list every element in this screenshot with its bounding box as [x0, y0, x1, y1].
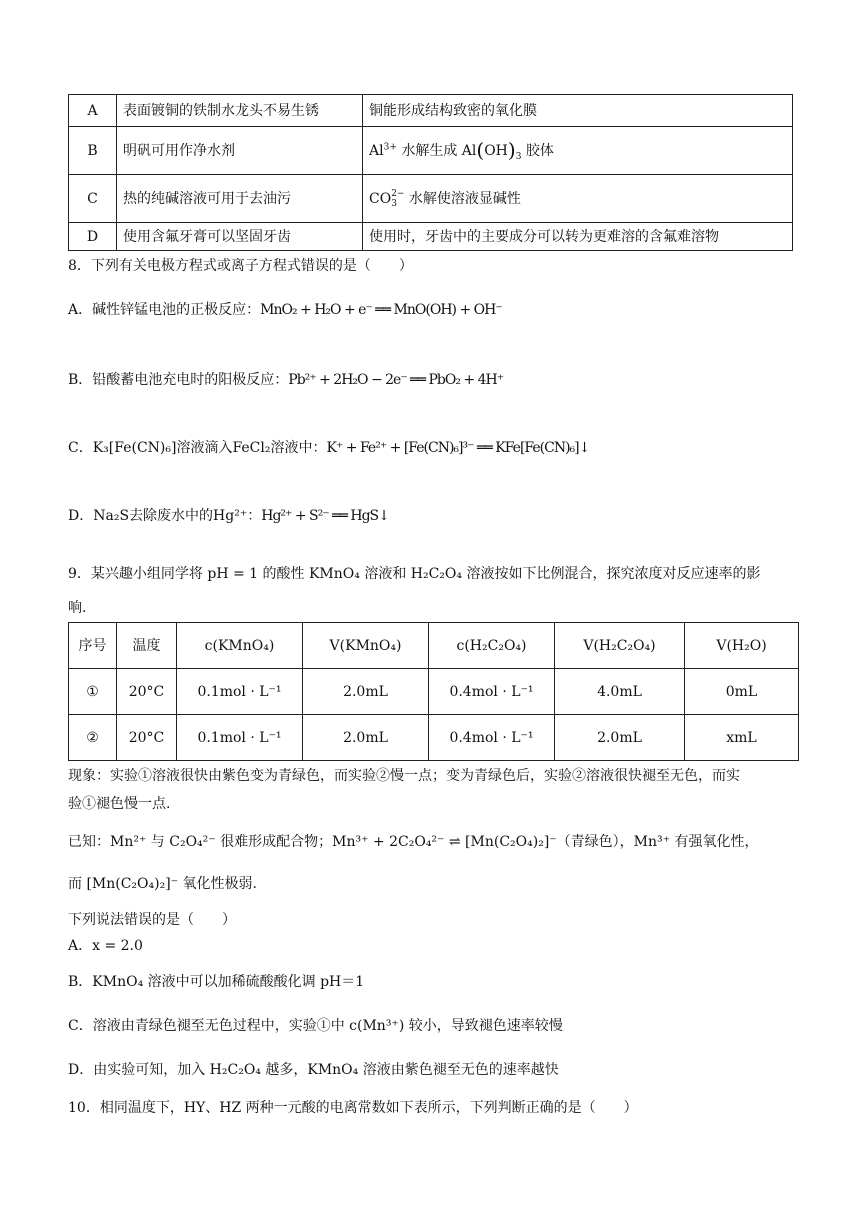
- table-cell: 0mL: [685, 669, 799, 715]
- formula-text: 水解生成 Al: [396, 143, 477, 159]
- table-cell: ①: [69, 669, 117, 715]
- formula-text: 水解使溶液显碱性: [404, 190, 521, 207]
- column-header: V(H₂C₂O₄): [555, 623, 685, 669]
- table-cell: xmL: [685, 715, 799, 761]
- option-key: D: [69, 223, 117, 251]
- option-key: C: [69, 175, 117, 223]
- equation: Hg²⁺ + S²⁻ ══ HgS↓: [261, 508, 389, 524]
- fact-cell: 使用含氟牙膏可以坚固牙齿: [117, 223, 363, 251]
- known-text: 已知：Mn²⁺ 与 C₂O₄²⁻ 很难形成配合物；Mn³⁺ + 2C₂O₄²⁻ ⇌ [Mn(C₂O₄)₂]⁻（青绿色），Mn³⁺ 有强氧化性，: [68, 834, 759, 850]
- table-row: [69, 223, 793, 251]
- q8-option-b: [68, 370, 503, 390]
- fact-cell: 表面镀铜的铁制水龙头不易生锈: [117, 95, 363, 127]
- table-row: [69, 669, 799, 715]
- reason-cell: $Al^{3+}$ 水解生成 $Al(OH)_3$ 胶体: [363, 127, 793, 175]
- formula-sub: 3: [391, 198, 397, 209]
- table-cell: 4.0mL: [555, 669, 685, 715]
- option-label: D．: [68, 508, 94, 524]
- option-label: B．铅酸蓄电池充电时的阳极反应：: [68, 372, 289, 388]
- formula-text: Na₂S: [93, 508, 130, 524]
- option-key: A: [69, 95, 117, 127]
- column-header: c(H₂C₂O₄): [429, 623, 555, 669]
- formula-text: Al: [369, 143, 384, 159]
- table-cell: 0.1mol · L⁻¹: [177, 669, 303, 715]
- column-header: V(H₂O): [685, 623, 799, 669]
- table-header-row: [69, 623, 799, 669]
- option-key: B: [69, 127, 117, 175]
- q8-option-d: [68, 506, 389, 526]
- known-text-cont: 而 [Mn(C₂O₄)₂]⁻ 氧化性极弱.: [68, 876, 257, 892]
- table-cell: 2.0mL: [303, 669, 429, 715]
- table-cell: 2.0mL: [303, 715, 429, 761]
- reason-cell: 铜能形成结构致密的氧化膜: [363, 95, 793, 127]
- formula-text: 胶体: [521, 143, 554, 159]
- column-header: 温度: [117, 623, 177, 669]
- table-row: [69, 175, 793, 223]
- table-cell: 0.4mol · L⁻¹: [429, 715, 555, 761]
- fact-reason-table: [68, 94, 793, 251]
- option-text: 去除废水中的: [129, 508, 214, 524]
- formula-sup: 3+: [383, 142, 397, 153]
- q9-option-b: B．KMnO₄ 溶液中可以加稀硫酸酸化调 pH＝1: [68, 974, 365, 990]
- table-cell: 0.1mol · L⁻¹: [177, 715, 303, 761]
- fact-cell: 热的纯碱溶液可用于去油污: [117, 175, 363, 223]
- phenomenon-text: 现象：实验①溶液很快由紫色变为青绿色，而实验②慢一点；变为青绿色后，实验②溶液很快褪至无色，而实: [68, 768, 740, 784]
- question-9-ask: 下列说法错误的是（ ）: [68, 912, 236, 928]
- column-header: V(KMnO₄): [303, 623, 429, 669]
- option-text: ：: [247, 508, 262, 524]
- table-row: [69, 95, 793, 127]
- table-cell: ②: [69, 715, 117, 761]
- formula-text: K₃[Fe(CN)₆]: [92, 440, 177, 456]
- column-header: c(KMnO₄): [177, 623, 303, 669]
- experiment-table: [68, 622, 799, 761]
- option-text: 溶液中：: [270, 440, 327, 456]
- option-text: 溶液滴入: [176, 440, 233, 456]
- reason-cell: [363, 175, 793, 223]
- column-header: 序号: [69, 623, 117, 669]
- option-label: A．碱性锌锰电池的正极反应：: [68, 302, 261, 318]
- q9-option-d: D．由实验可知，加入 H₂C₂O₄ 越多，KMnO₄ 溶液由紫色褪至无色的速率越快: [68, 1062, 559, 1078]
- table-cell: 0.4mol · L⁻¹: [429, 669, 555, 715]
- equation: MnO₂ + H₂O + e⁻ ══ MnO(OH) + OH⁻: [260, 302, 502, 318]
- table-row: [69, 127, 793, 175]
- question-10-stem: 10．相同温度下，HY、HZ 两种一元酸的电离常数如下表所示，下列判断正确的是（ ）: [68, 1100, 638, 1116]
- equation: K⁺ + Fe²⁺ + [Fe(CN)₆]³⁻ ══ KFe[Fe(CN)₆]↓: [326, 440, 590, 456]
- q9-option-c: C．溶液由青绿色褪至无色过程中，实验①中 c(Mn³⁺) 较小，导致褪色速率较慢: [68, 1018, 563, 1034]
- reason-cell: 使用时，牙齿中的主要成分可以转为更难溶的含氟难溶物: [363, 223, 793, 251]
- question-9-stem-cont: 响.: [68, 600, 87, 616]
- option-label: C．: [68, 440, 93, 456]
- formula-sup: 2−: [391, 188, 405, 199]
- table-cell: 2.0mL: [555, 715, 685, 761]
- formula-text: FeCl₂: [232, 440, 271, 456]
- q8-option-a: [68, 300, 502, 320]
- question-9-stem: 9．某兴趣小组同学将 pH = 1 的酸性 KMnO₄ 溶液和 H₂C₂O₄ 溶液按如下比例混合，探究浓度对反应速率的影: [68, 566, 761, 582]
- equation: Pb²⁺ + 2H₂O − 2e⁻ ══ PbO₂ + 4H⁺: [288, 372, 504, 388]
- formula-text: OH: [484, 143, 508, 159]
- table-row: [69, 715, 799, 761]
- table-cell: 20°C: [117, 715, 177, 761]
- table-cell: 20°C: [117, 669, 177, 715]
- formula-text: Hg²⁺: [213, 508, 248, 524]
- formula-text: CO: [369, 190, 392, 207]
- q8-option-c: [68, 438, 589, 458]
- question-8-stem: 8．下列有关电极方程式或离子方程式错误的是（ ）: [68, 258, 413, 274]
- formula-sub: 3: [515, 151, 522, 162]
- fact-cell: 明矾可用作净水剂: [117, 127, 363, 175]
- phenomenon-text-cont: 验①褪色慢一点.: [68, 796, 171, 812]
- q9-option-a: A．x = 2.0: [68, 938, 143, 954]
